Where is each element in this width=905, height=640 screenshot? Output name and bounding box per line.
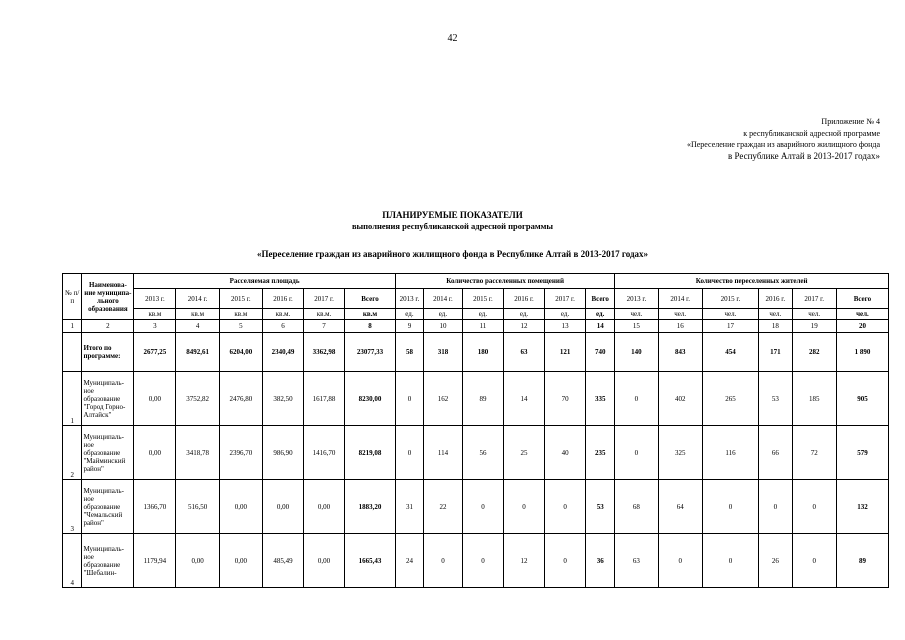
column-number: 6 bbox=[262, 320, 303, 333]
table-cell: 0 bbox=[792, 480, 836, 534]
table-cell: 66 bbox=[759, 426, 793, 480]
appendix-line: «Переселение граждан из аварийного жилищного фонда bbox=[686, 140, 880, 149]
row-number: 3 bbox=[63, 480, 82, 534]
appendix-line: в Республике Алтай в 2013-2017 годах» bbox=[728, 150, 880, 161]
header-unit: чел. bbox=[836, 309, 888, 320]
table-row bbox=[63, 534, 889, 588]
table-cell: 53 bbox=[759, 372, 793, 426]
header-unit: кв.м bbox=[176, 309, 219, 320]
header-number: № п/п bbox=[63, 274, 82, 320]
header-year-rooms: 2014 г. bbox=[424, 289, 463, 309]
document-subtitle: выполнения республиканской адресной программы bbox=[351, 221, 554, 231]
header-year-people: 2016 г. bbox=[759, 289, 793, 309]
table-cell: 0 bbox=[462, 534, 503, 588]
table-cell: 3418,78 bbox=[176, 426, 219, 480]
table-cell: 265 bbox=[702, 372, 758, 426]
header-unit: кв.м bbox=[345, 309, 396, 320]
municipality-name: Муниципаль-ное образование "Шебалин- bbox=[82, 534, 134, 588]
total-cell: 2340,49 bbox=[262, 333, 303, 372]
table-cell: 0 bbox=[395, 426, 423, 480]
column-number: 10 bbox=[424, 320, 463, 333]
table-cell: 40 bbox=[545, 426, 586, 480]
total-cell bbox=[63, 333, 82, 372]
header-unit: чел. bbox=[615, 309, 658, 320]
table-cell: 0 bbox=[615, 426, 658, 480]
table-cell: 579 bbox=[836, 426, 888, 480]
column-number: 9 bbox=[395, 320, 423, 333]
table-row bbox=[63, 372, 889, 426]
table-cell: 132 bbox=[836, 480, 888, 534]
header-unit: кв.м. bbox=[304, 309, 345, 320]
column-number: 11 bbox=[462, 320, 503, 333]
header-year-rooms: 2017 г. bbox=[545, 289, 586, 309]
header-unit: чел. bbox=[702, 309, 758, 320]
total-cell: 1 890 bbox=[836, 333, 888, 372]
column-number: 8 bbox=[345, 320, 396, 333]
appendix-block bbox=[687, 116, 880, 162]
header-row bbox=[63, 309, 889, 320]
table-cell: 0,00 bbox=[304, 480, 345, 534]
total-cell: 454 bbox=[702, 333, 758, 372]
table-cell: 0 bbox=[702, 534, 758, 588]
column-number: 15 bbox=[615, 320, 658, 333]
row-number: 2 bbox=[63, 426, 82, 480]
table-cell: 516,50 bbox=[176, 480, 219, 534]
header-year-people: 2015 г. bbox=[702, 289, 758, 309]
total-cell: 282 bbox=[792, 333, 836, 372]
header-year-people: 2017 г. bbox=[792, 289, 836, 309]
table-cell: 1617,88 bbox=[304, 372, 345, 426]
document-title: ПЛАНИРУЕМЫЕ ПОКАЗАТЕЛИ bbox=[382, 210, 523, 220]
header-unit: ед. bbox=[424, 309, 463, 320]
column-number: 16 bbox=[658, 320, 702, 333]
table-cell: 14 bbox=[503, 372, 544, 426]
header-unit: кв.м bbox=[219, 309, 262, 320]
total-cell: 843 bbox=[658, 333, 702, 372]
table-cell: 905 bbox=[836, 372, 888, 426]
indicators-table bbox=[62, 273, 889, 588]
table-cell: 0 bbox=[462, 480, 503, 534]
table-cell: 485,49 bbox=[262, 534, 303, 588]
table-cell: 0,00 bbox=[304, 534, 345, 588]
table-cell: 3752,82 bbox=[176, 372, 219, 426]
table-cell: 0,00 bbox=[176, 534, 219, 588]
column-number: 19 bbox=[792, 320, 836, 333]
total-cell: 140 bbox=[615, 333, 658, 372]
table-cell: 1179,94 bbox=[134, 534, 176, 588]
total-cell: 180 bbox=[462, 333, 503, 372]
table-cell: 0,00 bbox=[219, 534, 262, 588]
table-cell: 116 bbox=[702, 426, 758, 480]
column-number: 13 bbox=[545, 320, 586, 333]
table-cell: 1665,43 bbox=[345, 534, 396, 588]
table-row bbox=[63, 426, 889, 480]
header-row bbox=[63, 289, 889, 309]
table-cell: 0 bbox=[424, 534, 463, 588]
header-year-area: Всего bbox=[345, 289, 396, 309]
table-cell: 1416,70 bbox=[304, 426, 345, 480]
table-cell: 70 bbox=[545, 372, 586, 426]
header-year-rooms: 2015 г. bbox=[462, 289, 503, 309]
header-year-area: 2017 г. bbox=[304, 289, 345, 309]
header-year-rooms: 2016 г. bbox=[503, 289, 544, 309]
table-cell: 0,00 bbox=[134, 372, 176, 426]
header-unit: чел. bbox=[658, 309, 702, 320]
header-year-area: 2015 г. bbox=[219, 289, 262, 309]
column-number: 2 bbox=[82, 320, 134, 333]
municipality-name: Муниципаль-ное образование "Город Горно-Алтайск" bbox=[82, 372, 134, 426]
table-cell: 26 bbox=[759, 534, 793, 588]
table-cell: 0 bbox=[545, 534, 586, 588]
table-cell: 114 bbox=[424, 426, 463, 480]
header-year-rooms: 2013 г. bbox=[395, 289, 423, 309]
table-cell: 22 bbox=[424, 480, 463, 534]
table-cell: 56 bbox=[462, 426, 503, 480]
page-number: 42 bbox=[447, 33, 458, 44]
table-cell: 0 bbox=[545, 480, 586, 534]
header-rooms-group: Количество расселенных помещений bbox=[395, 274, 614, 289]
header-unit: ед. bbox=[395, 309, 423, 320]
table-cell: 162 bbox=[424, 372, 463, 426]
header-unit: ед. bbox=[586, 309, 615, 320]
column-number: 14 bbox=[586, 320, 615, 333]
header-row bbox=[63, 274, 889, 289]
table-cell: 185 bbox=[792, 372, 836, 426]
total-cell: 58 bbox=[395, 333, 423, 372]
column-number: 17 bbox=[702, 320, 758, 333]
total-cell: 740 bbox=[586, 333, 615, 372]
header-year-people: Всего bbox=[836, 289, 888, 309]
header-year-people: 2014 г. bbox=[658, 289, 702, 309]
header-unit: кв.м. bbox=[262, 309, 303, 320]
total-cell: 318 bbox=[424, 333, 463, 372]
header-unit: ед. bbox=[503, 309, 544, 320]
header-people-group: Количество переселенных жителей bbox=[615, 274, 889, 289]
table-cell: 0,00 bbox=[134, 426, 176, 480]
total-row bbox=[63, 333, 889, 372]
table-row bbox=[63, 480, 889, 534]
header-unit: ед. bbox=[462, 309, 503, 320]
table-cell: 2396,70 bbox=[219, 426, 262, 480]
table-cell: 0 bbox=[503, 480, 544, 534]
total-cell: 171 bbox=[759, 333, 793, 372]
header-unit: чел. bbox=[792, 309, 836, 320]
total-label: Итого по программе: bbox=[82, 333, 134, 372]
header-year-area: 2014 г. bbox=[176, 289, 219, 309]
appendix-line: Приложение № 4 bbox=[821, 117, 880, 126]
table-cell: 325 bbox=[658, 426, 702, 480]
table-cell: 89 bbox=[462, 372, 503, 426]
header-unit: ед. bbox=[545, 309, 586, 320]
table-cell: 986,90 bbox=[262, 426, 303, 480]
header-year-people: 2013 г. bbox=[615, 289, 658, 309]
table-cell: 89 bbox=[836, 534, 888, 588]
table-cell: 2476,80 bbox=[219, 372, 262, 426]
column-number: 5 bbox=[219, 320, 262, 333]
column-number: 7 bbox=[304, 320, 345, 333]
header-unit: чел. bbox=[759, 309, 793, 320]
column-number: 3 bbox=[134, 320, 176, 333]
header-year-area: 2013 г. bbox=[134, 289, 176, 309]
table-cell: 8219,08 bbox=[345, 426, 396, 480]
table-cell: 25 bbox=[503, 426, 544, 480]
table-cell: 0 bbox=[759, 480, 793, 534]
table-cell: 31 bbox=[395, 480, 423, 534]
table-cell: 0 bbox=[702, 480, 758, 534]
column-number: 12 bbox=[503, 320, 544, 333]
table-cell: 36 bbox=[586, 534, 615, 588]
table-cell: 402 bbox=[658, 372, 702, 426]
table-cell: 24 bbox=[395, 534, 423, 588]
header-unit: кв.м bbox=[134, 309, 176, 320]
table-cell: 0 bbox=[395, 372, 423, 426]
table-cell: 53 bbox=[586, 480, 615, 534]
table-cell: 0,00 bbox=[219, 480, 262, 534]
total-cell: 3362,98 bbox=[304, 333, 345, 372]
table-cell: 12 bbox=[503, 534, 544, 588]
table-cell: 1883,20 bbox=[345, 480, 396, 534]
table-cell: 1366,70 bbox=[134, 480, 176, 534]
appendix-line: к республиканской адресной программе bbox=[743, 128, 880, 138]
header-year-area: 2016 г. bbox=[262, 289, 303, 309]
column-number: 1 bbox=[63, 320, 82, 333]
header-municipality: Наименова-ние муниципа-льного образования bbox=[82, 274, 134, 320]
table-cell: 8230,00 bbox=[345, 372, 396, 426]
table-cell: 72 bbox=[792, 426, 836, 480]
column-number-row bbox=[63, 320, 889, 333]
table-cell: 68 bbox=[615, 480, 658, 534]
column-number: 4 bbox=[176, 320, 219, 333]
row-number: 4 bbox=[63, 534, 82, 588]
program-title: «Переселение граждан из аварийного жилищного фонда в Республике Алтай в 2013-2017 годах» bbox=[256, 249, 649, 259]
table-cell: 63 bbox=[615, 534, 658, 588]
table-cell: 382,50 bbox=[262, 372, 303, 426]
table-cell: 235 bbox=[586, 426, 615, 480]
header-area-group: Расселяемая площадь bbox=[134, 274, 396, 289]
total-cell: 8492,61 bbox=[176, 333, 219, 372]
table-cell: 0 bbox=[658, 534, 702, 588]
municipality-name: Муниципаль-ное образование "Чемальский район" bbox=[82, 480, 134, 534]
total-cell: 6204,00 bbox=[219, 333, 262, 372]
table-cell: 0 bbox=[615, 372, 658, 426]
total-cell: 2677,25 bbox=[134, 333, 176, 372]
table-cell: 0,00 bbox=[262, 480, 303, 534]
total-cell: 63 bbox=[503, 333, 544, 372]
table-cell: 0 bbox=[792, 534, 836, 588]
header-year-rooms: Всего bbox=[586, 289, 615, 309]
total-cell: 23077,33 bbox=[345, 333, 396, 372]
column-number: 18 bbox=[759, 320, 793, 333]
total-cell: 121 bbox=[545, 333, 586, 372]
municipality-name: Муниципаль-ное образование "Майминский район" bbox=[82, 426, 134, 480]
column-number: 20 bbox=[836, 320, 888, 333]
row-number: 1 bbox=[63, 372, 82, 426]
table-cell: 64 bbox=[658, 480, 702, 534]
table-cell: 335 bbox=[586, 372, 615, 426]
